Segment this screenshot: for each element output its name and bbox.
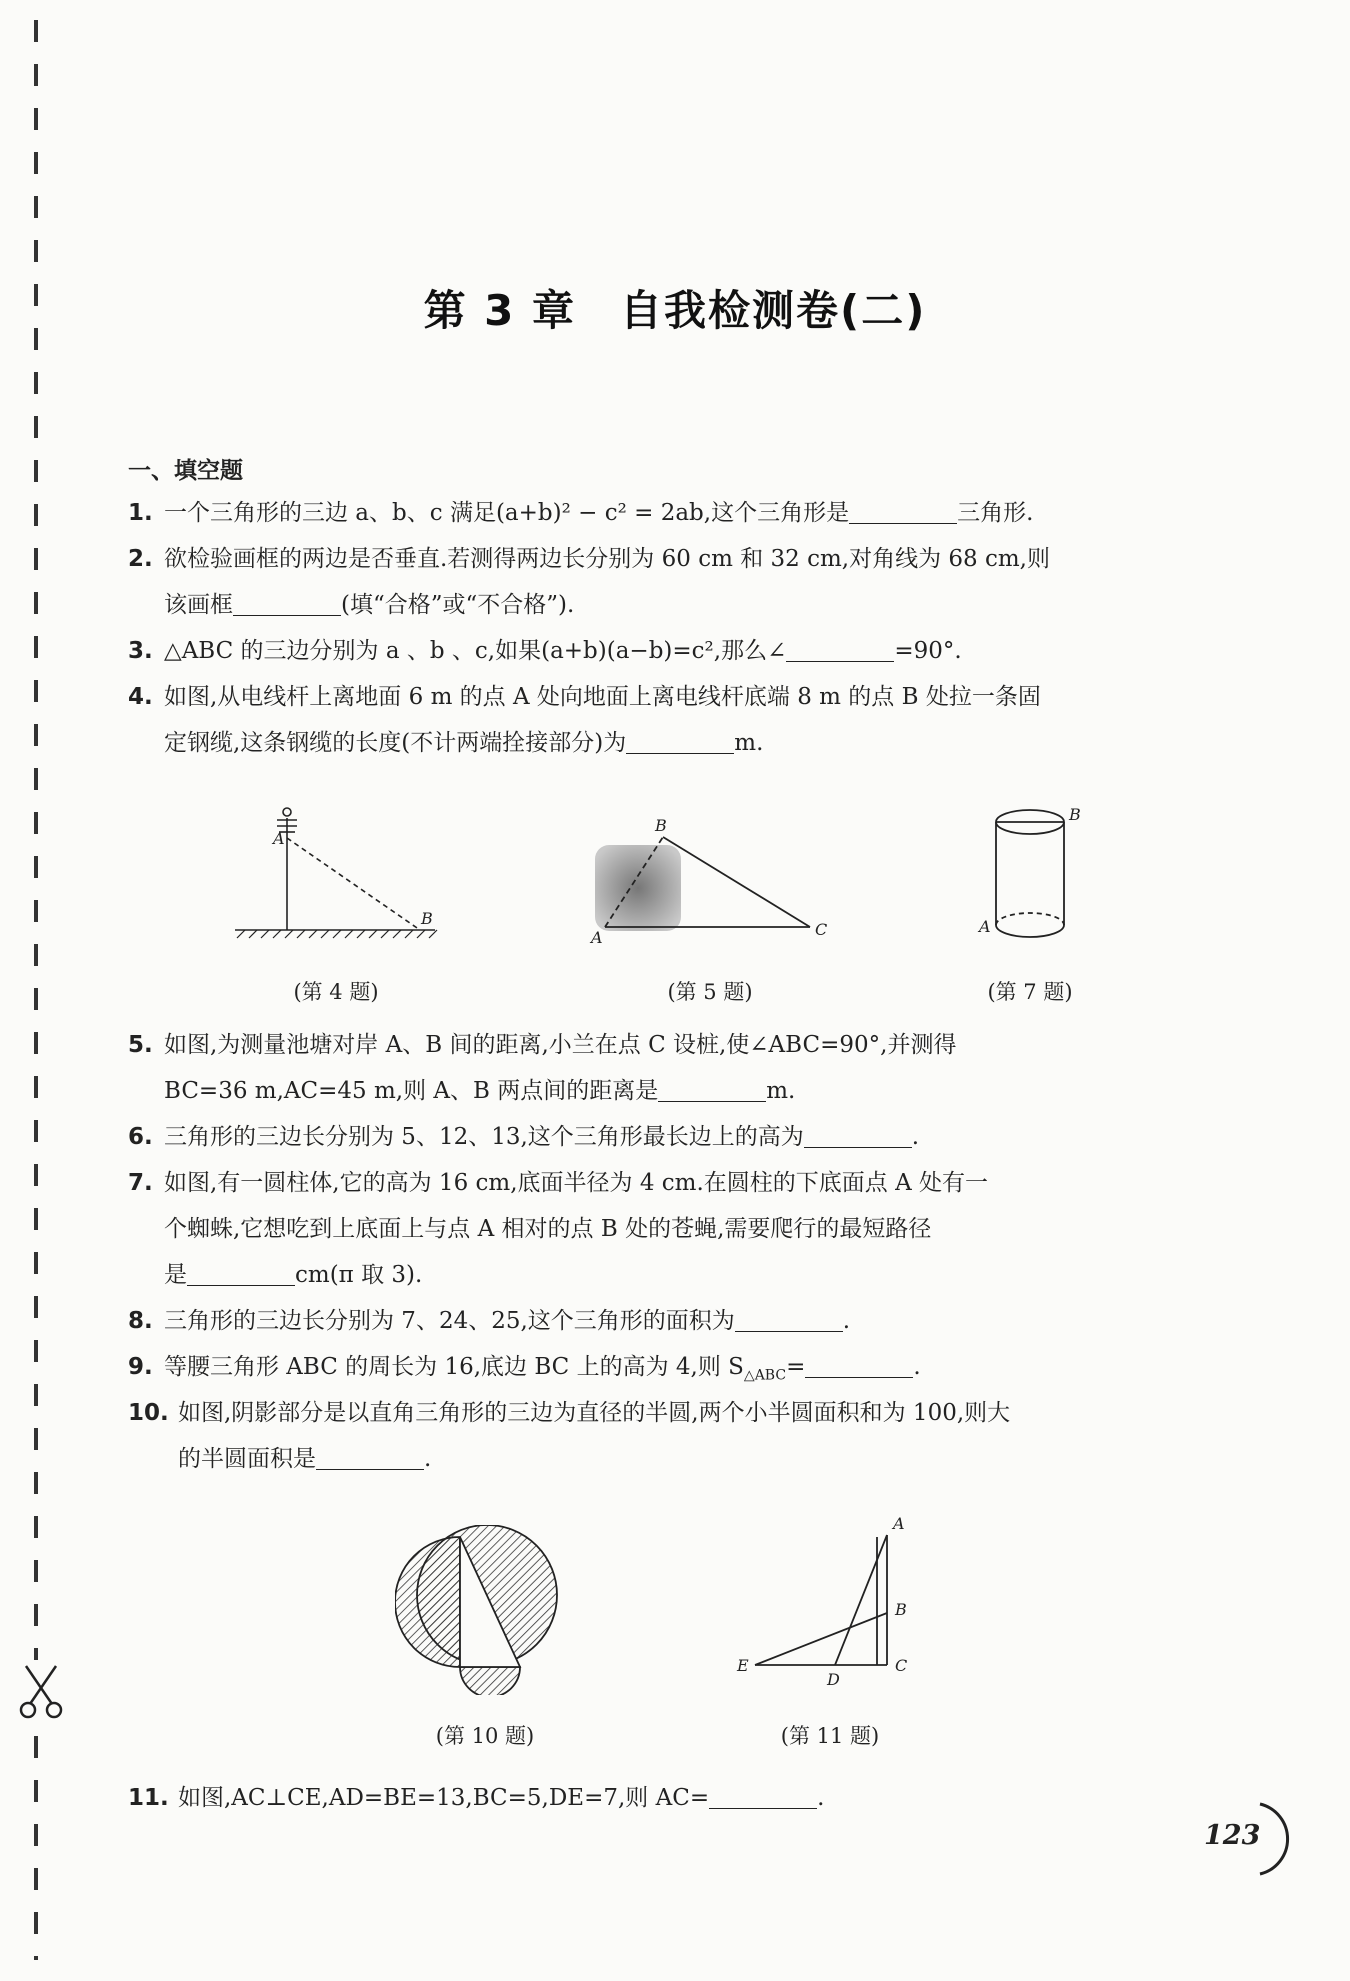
question-text: m. bbox=[734, 730, 764, 756]
answer-blank[interactable] bbox=[735, 1308, 843, 1332]
question-number: 7. bbox=[128, 1170, 153, 1196]
question-text: 一个三角形的三边 a、b、c 满足(a+b)² − c² = 2ab,这个三角形是 bbox=[164, 500, 850, 526]
question-text: m. bbox=[766, 1078, 796, 1104]
answer-blank[interactable] bbox=[233, 592, 341, 616]
question-11 bbox=[128, 1775, 1200, 1821]
figure-7-cylinder bbox=[975, 800, 1095, 950]
question-text: 如图,有一圆柱体,它的高为 16 cm,底面半径为 4 cm.在圆柱的下底面点 A 处有一 bbox=[164, 1170, 989, 1196]
question-number: 6. bbox=[128, 1124, 153, 1150]
label-a: A bbox=[591, 928, 603, 947]
question-text: 该画框 bbox=[164, 592, 233, 618]
page-number bbox=[1198, 1800, 1290, 1878]
question-text: 是 bbox=[164, 1262, 187, 1288]
question-number: 3. bbox=[128, 638, 153, 664]
question-text: . bbox=[817, 1785, 825, 1811]
label-a: A bbox=[979, 917, 991, 936]
label-c: C bbox=[895, 1656, 908, 1675]
question-number: 4. bbox=[128, 684, 153, 710]
scissors-icon bbox=[18, 1660, 64, 1722]
question-text: 欲检验画框的两边是否垂直.若测得两边长分别为 60 cm 和 32 cm,对角线为 68 cm,则 bbox=[164, 546, 1050, 572]
question-text: =90°. bbox=[894, 638, 962, 664]
subscript: △ABC bbox=[743, 1367, 787, 1384]
caption-fig10: (第 10 题) bbox=[435, 1724, 535, 1748]
question-10 bbox=[128, 1390, 1200, 1482]
label-b: B bbox=[895, 1600, 907, 1619]
label-d: D bbox=[827, 1670, 840, 1685]
answer-blank[interactable] bbox=[626, 730, 734, 754]
question-number: 5. bbox=[128, 1032, 153, 1058]
question-text: 三角形的三边长分别为 5、12、13,这个三角形最长边上的高为 bbox=[164, 1124, 804, 1150]
question-text: . bbox=[913, 1354, 921, 1380]
label-b: B bbox=[655, 816, 667, 835]
question-3 bbox=[128, 628, 1200, 674]
answer-blank[interactable] bbox=[804, 1124, 912, 1148]
question-4 bbox=[128, 674, 1200, 766]
label-b: B bbox=[1069, 805, 1081, 824]
question-text: cm(π 取 3). bbox=[295, 1262, 423, 1288]
label-c: C bbox=[815, 920, 828, 939]
answer-blank[interactable] bbox=[709, 1785, 817, 1809]
question-text: 个蜘蛛,它想吃到上底面上与点 A 相对的点 B 处的苍蝇,需要爬行的最短路径 bbox=[164, 1216, 932, 1242]
figure-11-triangles bbox=[735, 1515, 915, 1685]
question-text: 定钢缆,这条钢缆的长度(不计两端拴接部分)为 bbox=[164, 730, 627, 756]
question-text: 的半圆面积是 bbox=[178, 1446, 316, 1472]
page-number-text: 123 bbox=[1204, 1820, 1261, 1851]
label-a: A bbox=[893, 1515, 905, 1533]
question-text: BC=36 m,AC=45 m,则 A、B 两点间的距离是 bbox=[164, 1078, 659, 1104]
question-8 bbox=[128, 1298, 1200, 1344]
question-number: 8. bbox=[128, 1308, 153, 1334]
caption-fig4: (第 4 题) bbox=[293, 980, 379, 1004]
question-text: 如图,阴影部分是以直角三角形的三边为直径的半圆,两个小半圆面积和为 100,则大 bbox=[178, 1400, 1011, 1426]
caption-fig5: (第 5 题) bbox=[667, 980, 753, 1004]
answer-blank[interactable] bbox=[658, 1078, 766, 1102]
answer-blank[interactable] bbox=[849, 500, 957, 524]
answer-blank[interactable] bbox=[805, 1354, 913, 1378]
answer-blank[interactable] bbox=[187, 1262, 295, 1286]
caption-fig7: (第 7 题) bbox=[987, 980, 1073, 1004]
question-text: 三角形. bbox=[957, 500, 1034, 526]
label-a: A bbox=[273, 829, 285, 848]
question-7 bbox=[128, 1160, 1200, 1298]
question-text: △ABC 的三边分别为 a 、b 、c,如果(a+b)(a−b)=c²,那么∠ bbox=[164, 638, 787, 664]
question-text: . bbox=[842, 1308, 851, 1334]
question-number: 11. bbox=[128, 1785, 169, 1811]
question-1 bbox=[128, 490, 1200, 536]
figure-4-pole bbox=[225, 800, 445, 945]
question-6 bbox=[128, 1114, 1200, 1160]
question-text: 如图,AC⊥CE,AD=BE=13,BC=5,DE=7,则 AC= bbox=[178, 1785, 710, 1811]
question-text: 等腰三角形 ABC 的周长为 16,底边 BC 上的高为 4,则 S bbox=[164, 1354, 744, 1380]
question-number: 1. bbox=[128, 500, 153, 526]
figure-10-semicircles bbox=[395, 1525, 575, 1695]
question-number: 10. bbox=[128, 1400, 169, 1426]
question-2 bbox=[128, 536, 1200, 628]
question-5 bbox=[128, 1022, 1200, 1114]
question-text: = bbox=[786, 1354, 806, 1380]
question-text: . bbox=[911, 1124, 920, 1150]
question-number: 2. bbox=[128, 546, 153, 572]
question-text: (填“合格”或“不合格”). bbox=[341, 592, 575, 618]
question-number: 9. bbox=[128, 1354, 153, 1380]
section-heading: 一、填空题 bbox=[128, 458, 243, 484]
question-text: 如图,从电线杆上离地面 6 m 的点 A 处向地面上离电线杆底端 8 m 的点 B 处拉一条固 bbox=[164, 684, 1041, 710]
label-b: B bbox=[421, 909, 433, 928]
question-text: 三角形的三边长分别为 7、24、25,这个三角形的面积为 bbox=[164, 1308, 735, 1334]
figure-5-pond bbox=[585, 815, 845, 950]
question-text: . bbox=[424, 1446, 432, 1472]
page-title: 第 3 章 自我检测卷(二) bbox=[423, 286, 927, 335]
caption-fig11: (第 11 题) bbox=[780, 1724, 880, 1748]
question-text: 如图,为测量池塘对岸 A、B 间的距离,小兰在点 C 设桩,使∠ABC=90°,并测得 bbox=[164, 1032, 957, 1058]
label-e: E bbox=[737, 1656, 749, 1675]
answer-blank[interactable] bbox=[786, 638, 894, 662]
answer-blank[interactable] bbox=[316, 1446, 424, 1470]
